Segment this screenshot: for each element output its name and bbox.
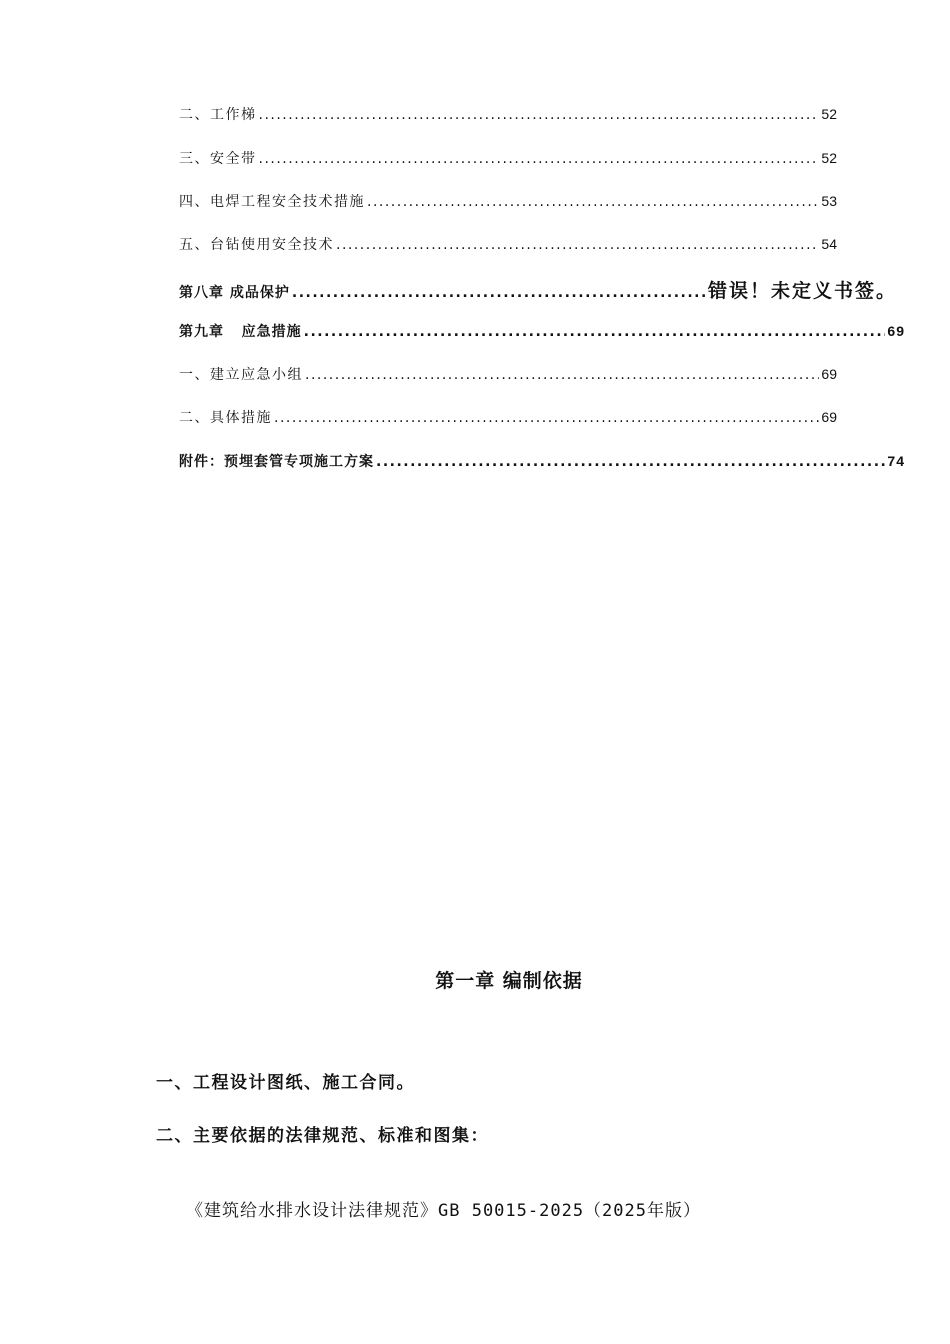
section-heading-legal-standards: 二、主要依据的法律规范、标准和图集： <box>156 1126 489 1146</box>
toc-page-number: 69 <box>821 366 837 382</box>
toc-row-bench-drill[interactable] <box>179 234 837 254</box>
toc-leader-dots <box>305 367 819 383</box>
toc-leader-dots <box>367 194 819 210</box>
toc-entry-title: 四、电焊工程安全技术措施 <box>179 194 365 210</box>
toc-row-specific-measures[interactable] <box>179 407 837 427</box>
toc-row-appendix[interactable] <box>179 451 905 471</box>
toc-leader-dots <box>292 285 706 301</box>
toc-row-welding[interactable] <box>179 191 837 211</box>
toc-row-ladder[interactable] <box>179 104 837 124</box>
toc-entry-title: 附件：预埋套管专项施工方案 <box>179 454 374 470</box>
reference-standard: 《建筑给水排水设计法律规范》GB 50015-2025（2025年版） <box>186 1201 701 1221</box>
toc-page-number: 54 <box>821 236 837 252</box>
toc-leader-dots <box>304 324 886 340</box>
toc-page-number: 52 <box>821 106 837 122</box>
toc-row-chapter-9[interactable] <box>179 321 905 341</box>
toc-entry-title: 二、具体措施 <box>179 410 272 426</box>
toc-row-chapter-8[interactable] <box>179 276 897 303</box>
toc-entry-title: 第九章 应急措施 <box>179 324 302 340</box>
chapter-title: 第一章 编制依据 <box>435 970 583 992</box>
toc-page-number: 69 <box>821 409 837 425</box>
toc-page-number: 74 <box>887 453 905 469</box>
toc-entry-title: 二、工作梯 <box>179 107 257 123</box>
toc-row-safety-belt[interactable] <box>179 148 837 168</box>
toc-page-number: 69 <box>887 323 905 339</box>
toc-bookmark-error: 错误！未定义书签。 <box>707 281 897 302</box>
toc-leader-dots <box>376 454 885 470</box>
toc-row-emergency-team[interactable] <box>179 364 837 384</box>
toc-page-number: 52 <box>821 150 837 166</box>
toc-page-number: 53 <box>821 193 837 209</box>
section-heading-design-drawings: 一、工程设计图纸、施工合同。 <box>156 1073 415 1093</box>
toc-entry-title: 五、台钻使用安全技术 <box>179 237 334 253</box>
toc-entry-title: 第八章 成品保护 <box>179 285 290 301</box>
toc-entry-title: 一、建立应急小组 <box>179 367 303 383</box>
toc-leader-dots <box>274 410 819 426</box>
toc-leader-dots <box>336 237 819 253</box>
toc-leader-dots <box>259 151 820 167</box>
toc-entry-title: 三、安全带 <box>179 151 257 167</box>
toc-leader-dots <box>259 107 820 123</box>
